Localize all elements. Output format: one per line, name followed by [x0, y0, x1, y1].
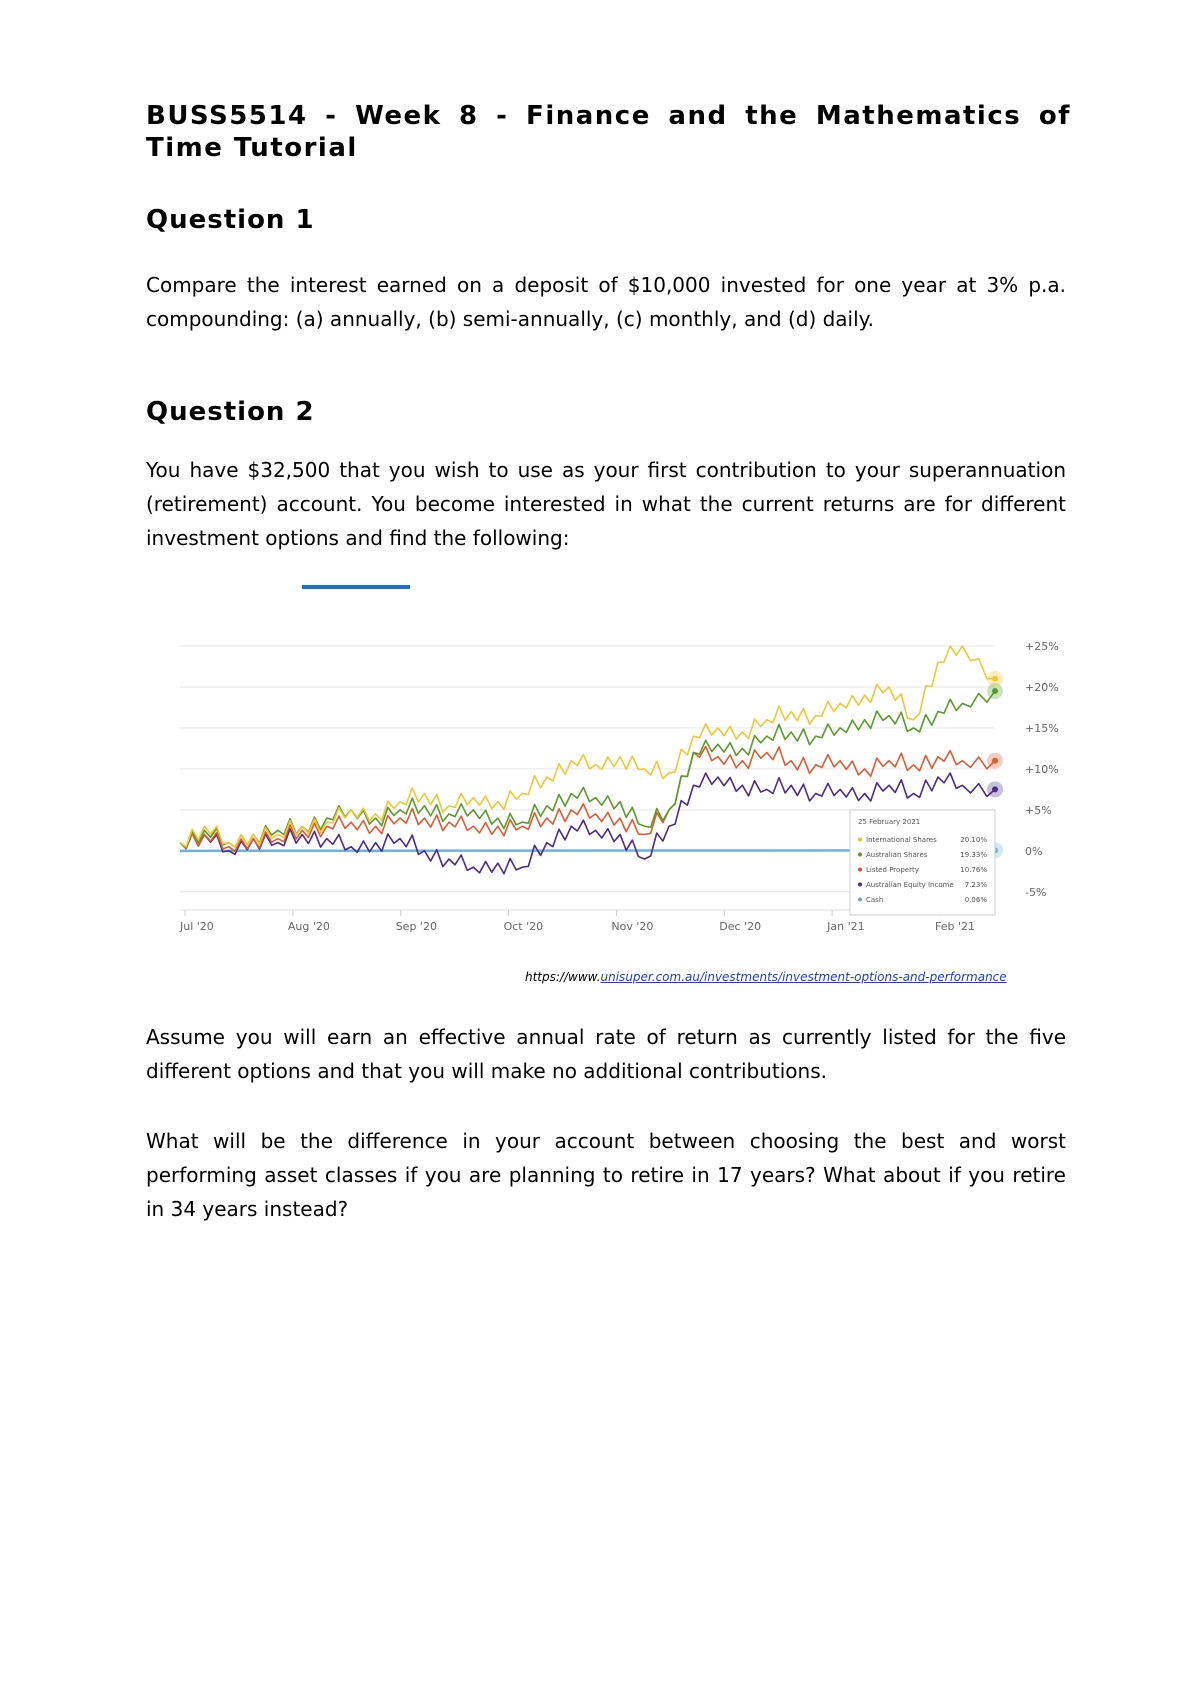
series-end-point — [992, 786, 998, 792]
tooltip-series-value: 20.10% — [960, 836, 987, 844]
y-tick-label: +10% — [1025, 762, 1059, 776]
series-end-point — [992, 758, 998, 764]
x-tick-label: Dec '20 — [719, 920, 762, 933]
source-link-prefix: https://www. — [525, 970, 601, 984]
y-tick-label: 0% — [1025, 844, 1043, 858]
tooltip-legend-dot — [858, 853, 862, 857]
x-tick-label: Feb '21 — [935, 920, 975, 933]
x-tick-label: Jan '21 — [827, 920, 865, 933]
question-2-assumption: Assume you will earn an effective annual rate of return as currently listed for the five different options and that you will make no additional contributions. — [146, 1025, 1066, 1083]
y-tick-label: -5% — [1025, 885, 1047, 899]
tooltip-series-value: 19.33% — [960, 851, 987, 859]
x-tick-label: Nov '20 — [611, 920, 654, 933]
chart-tab-indicator — [302, 585, 410, 589]
tooltip-series-label: Australian Equity Income — [866, 881, 954, 889]
y-tick-label: +5% — [1025, 803, 1052, 817]
y-tick-label: +25% — [1025, 639, 1059, 653]
tooltip-series-value: 10.76% — [960, 866, 987, 874]
tooltip-legend-dot — [858, 868, 862, 872]
x-tick-label: Sep '20 — [395, 920, 437, 933]
series-end-point — [992, 688, 998, 694]
source-link[interactable] — [525, 970, 1007, 984]
question-1-heading: Question 1 — [146, 205, 315, 235]
tooltip-series-label: International Shares — [866, 836, 937, 844]
tooltip-series-label: Cash — [866, 896, 884, 904]
tooltip-series-label: Listed Property — [866, 866, 919, 874]
tooltip-series-label: Australian Shares — [866, 851, 928, 859]
x-tick-label: Jul '20 — [180, 920, 214, 933]
tooltip-legend-dot — [858, 898, 862, 902]
tooltip-legend-dot — [858, 838, 862, 842]
tooltip-date: 25 February 2021 — [858, 818, 921, 826]
question-2-intro: You have $32,500 that you wish to use as your first contribution to your superannuation (retirement) account. You become interested in what the current returns are for different investment options and find the following: — [146, 458, 1066, 550]
x-tick-label: Oct '20 — [503, 920, 544, 933]
question-2-heading: Question 2 — [146, 397, 315, 427]
y-tick-label: +20% — [1025, 680, 1059, 694]
returns-chart — [170, 585, 1059, 935]
question-2-question: What will be the difference in your account between choosing the best and worst performing asset classes if you are planning to retire in 17 years? What about if you retire in 34 years instead? — [146, 1129, 1066, 1221]
source-link-domain: unisuper.com.au/investments/investment-options-and-performance — [600, 970, 1007, 984]
y-tick-label: +15% — [1025, 721, 1059, 735]
question-1-text: Compare the interest earned on a deposit of $10,000 invested for one year at 3% p.a. compounding: (a) annually, (b) semi-annually, (c) monthly, and (d) daily. — [146, 273, 1066, 331]
tooltip-legend-dot — [858, 883, 862, 887]
tooltip-series-value: 0.06% — [964, 896, 987, 904]
tooltip-series-value: 7.23% — [964, 881, 987, 889]
series-end-point — [992, 676, 998, 682]
document-title: BUSS5514 - Week 8 - Finance and the Mathematics of Time Tutorial — [146, 101, 1071, 163]
x-tick-label: Aug '20 — [287, 920, 330, 933]
